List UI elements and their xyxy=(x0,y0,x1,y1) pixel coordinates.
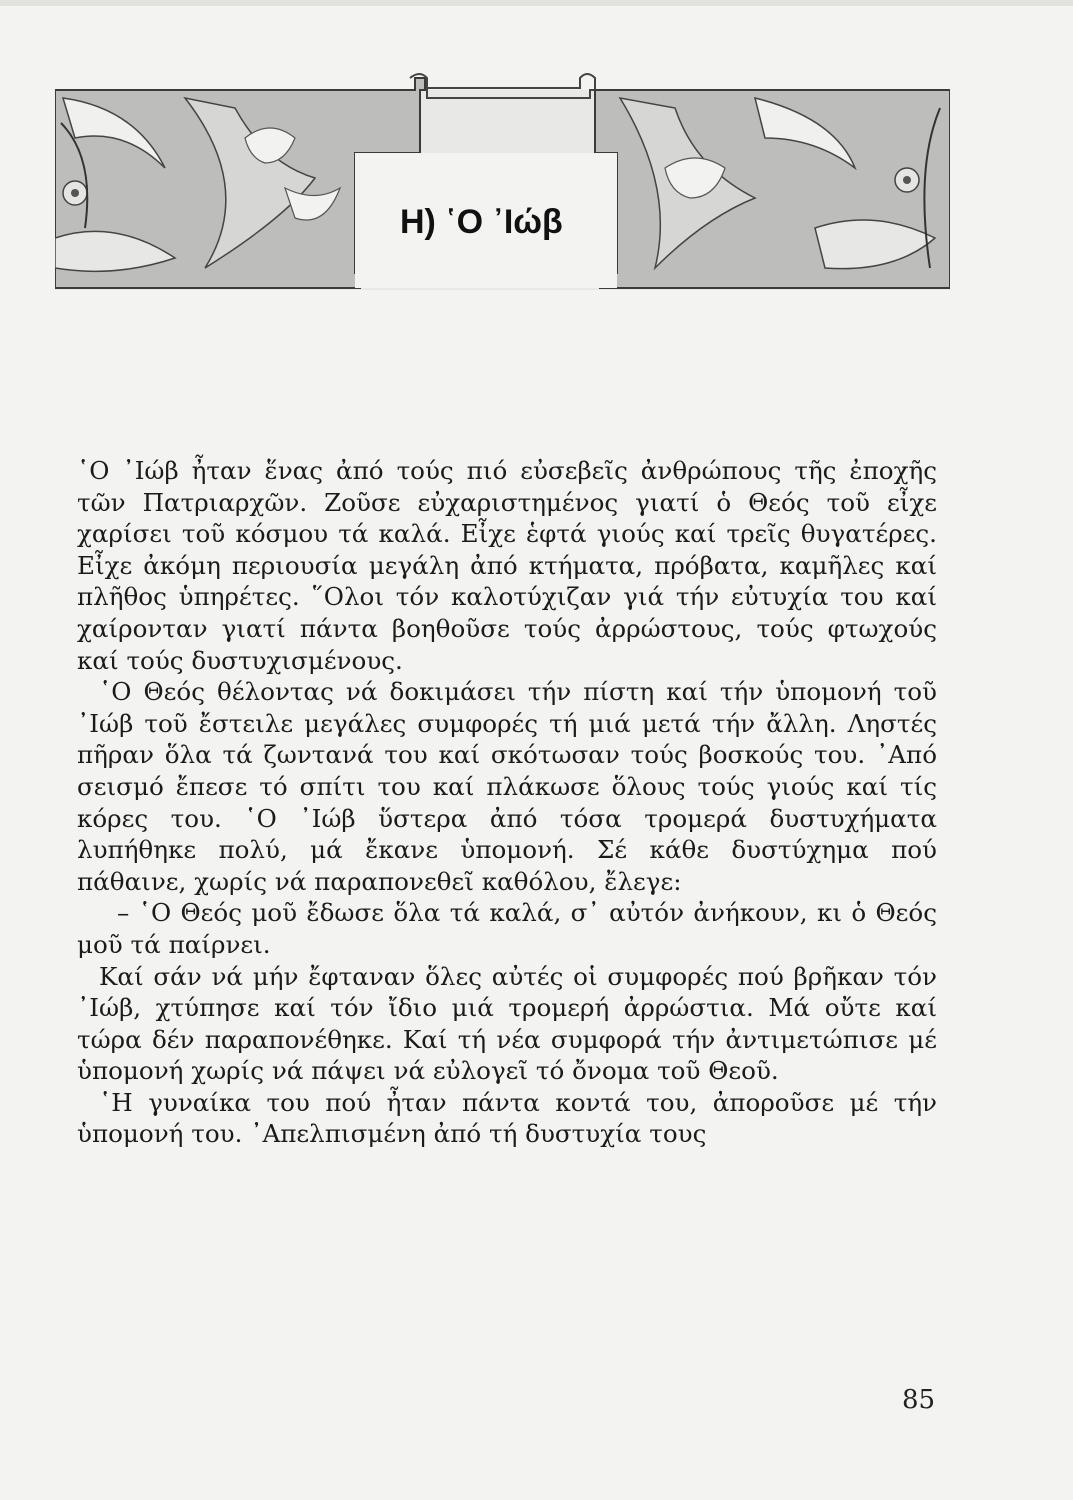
paragraph: ῾Ο ᾿Ιώβ ἦταν ἕνας ἀπό τούς πιό εὐσεβεῖς ἀνθρώπους τῆς ἐποχῆς τῶν Πατριαρχῶν. Ζοῦσε εὐχαριστημένος γιατί ὁ Θεός τοῦ εἶχε χαρίσει τοῦ κόσμου τά καλά. Εἶχε ἑφτά γιούς καί τρεῖς θυγατέρες. Εἶχε ἀκόμη περιουσία μεγάλη ἀπό κτήματα, πρόβατα, καμῆλες καί πλῆθος ὑπηρέτες. ῞Ολοι τόν καλοτύχιζαν γιά τήν εὐτυχία του καί χαίρονταν γιατί πάντα βοηθοῦσε τούς ἀρρώστους, τούς φτωχούς καί τούς δυστυχισμένους. xyxy=(77,456,937,675)
body-text xyxy=(77,455,937,1150)
page-number: 85 xyxy=(902,1385,936,1415)
scan-edge-shadow xyxy=(0,0,1073,6)
paragraph: Καί σάν νά μήν ἔφταναν ὅλες αὐτές οἱ συμφορές πού βρῆκαν τόν ᾿Ιώβ, χτύπησε καί τόν ἴδιο μιά τρομερή ἀρρώστια. Μά οὔτε καί τώρα δέν παραπονέθηκε. Καί τή νέα συμφορά τήν ἀντιμετώπισε μέ ὑπομονή χωρίς νά πάψει νά εὐλογεῖ τό ὄνομα τοῦ Θεοῦ. xyxy=(77,961,937,1086)
quoted-speech: – ῾Ο Θεός μοῦ ἔδωσε ὅλα τά καλά, σ᾿ αὐτόν ἀνήκουν, κι ὁ Θεός μοῦ τά παίρνει. xyxy=(77,898,937,959)
paragraph: ῾Η γυναίκα του πού ἦταν πάντα κοντά του, ἀποροῦσε μέ τήν ὑπομονή του. ᾿Απελπισμένη ἀπό τή δυστυχία τους xyxy=(77,1087,937,1149)
paragraph: ῾Ο Θεός θέλοντας νά δοκιμάσει τήν πίστη καί τήν ὑπομονή τοῦ ᾿Ιώβ τοῦ ἔστειλε μεγάλες συμφορές τή μιά μετά τήν ἄλλη. Ληστές πῆραν ὅλα τά ζωντανά του καί σκότωσαν τούς βοσκούς του. ᾿Από σεισμό ἔπεσε τό σπίτι του καί πλάκωσε ὅλους τούς γιούς καί τίς κόρες του. ῾Ο ᾿Ιώβ ὕστερα ἀπό τόσα τρομερά δυστυχήματα λυπήθηκε πολύ, μά ἔκανε ὑπομονή. Σέ κάθε δυστύχημα πού πάθαινε, χωρίς νά παραπονεθεῖ καθόλου, ἔλεγε: xyxy=(77,677,937,896)
chapter-title: Η) ῾Ο ᾿Ιώβ xyxy=(400,203,563,241)
decorative-header-ornament xyxy=(55,68,950,308)
